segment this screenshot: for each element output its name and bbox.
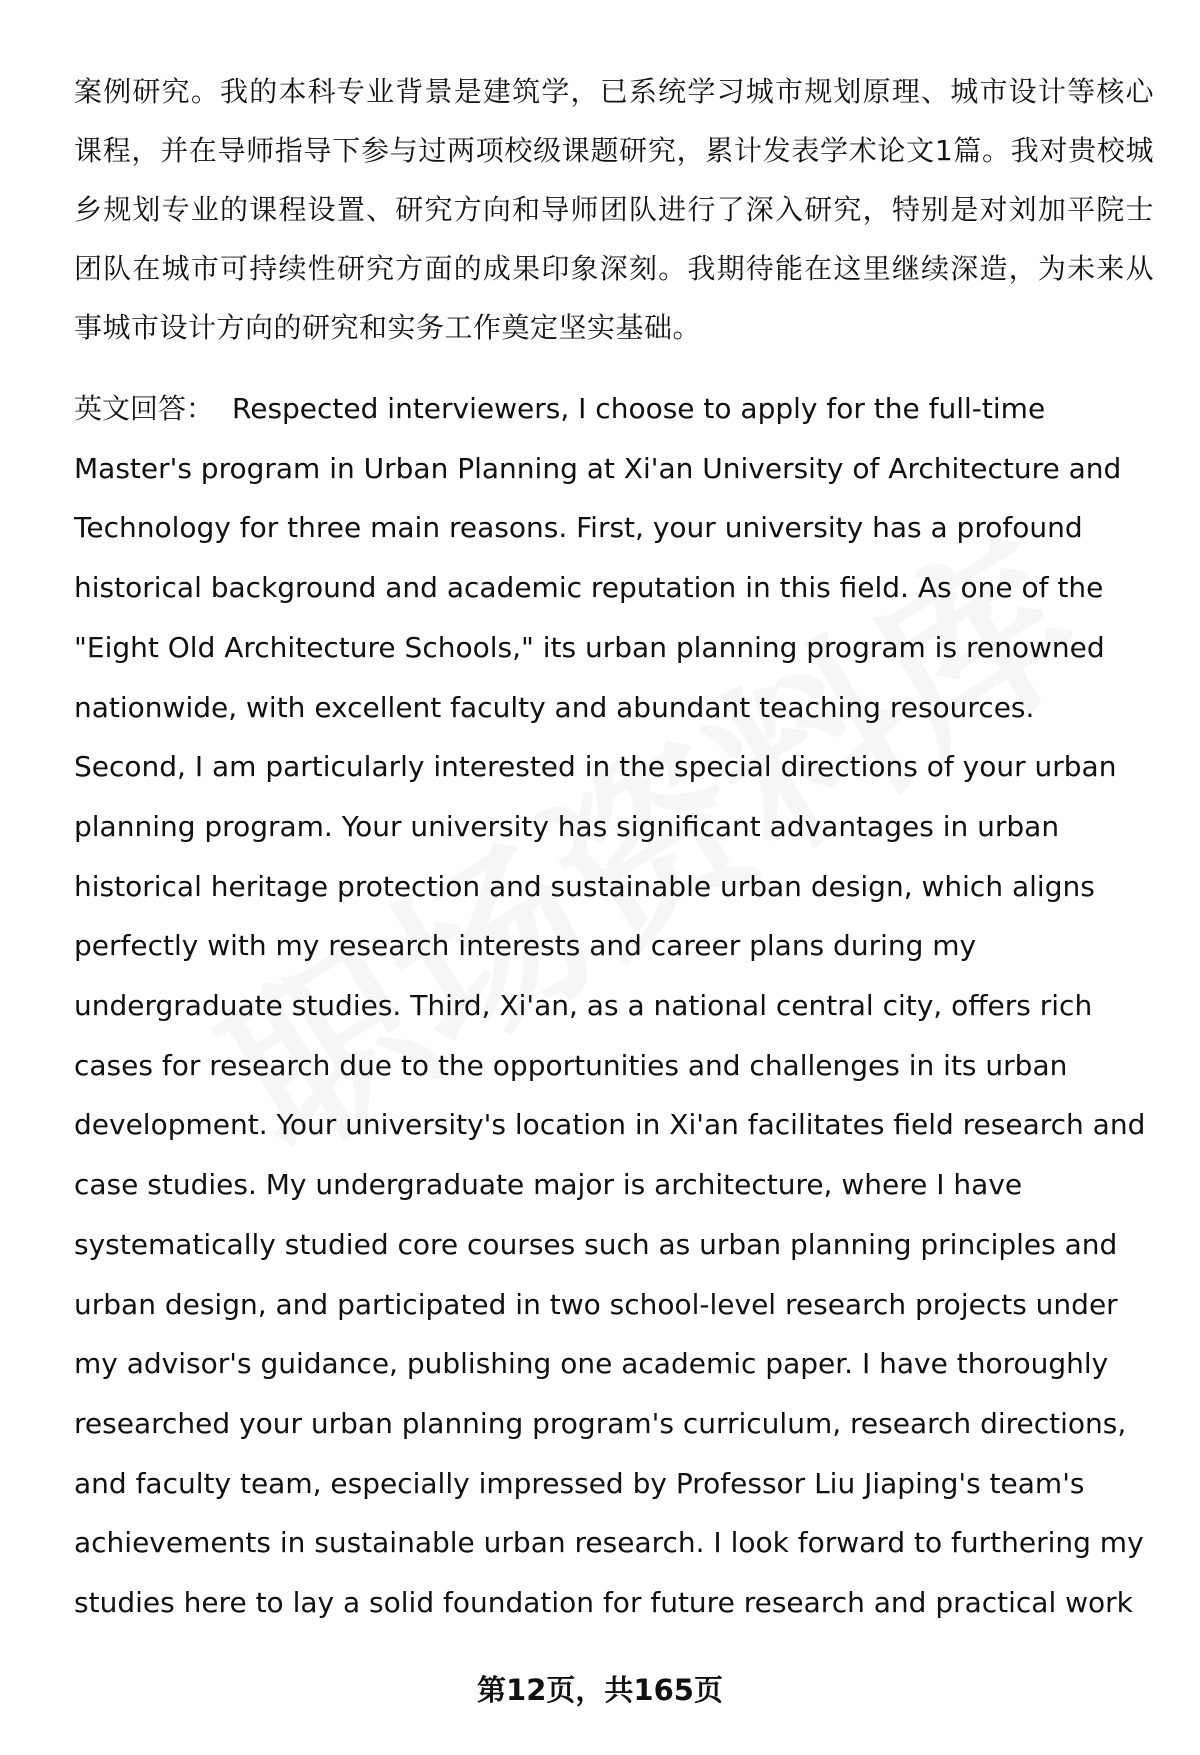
english-answer-text: Respected interviewers, I choose to apply for the full-time Master's program in Urban Planning at Xi'an University of Architecture and Technology for three main reasons. First, your university has a profound historical background and academic reputation in this field. As one of the "Eight Old Architecture Schools," its urban planning program is renowned nationwide, with excellent faculty and abundant teaching resources. Second, I am particularly interested in the special directions of your urban planning program. Your university has significant advantages in urban historical heritage protection and sustainable urban design, which aligns perfectly with my research interests and career plans during my undergraduate studies. Third, Xi'an, as a national central city, offers rich cases for research due to the opportunities and challenges in its urban development. Your university's location in Xi'an facilitates field research and case studies. My undergraduate major is architecture, where I have systematically studied core courses such as urban planning principles and urban design, and participated in two school-level research projects under my advisor's guidance, publishing one academic paper. I have thoroughly researched your urban planning program's curriculum, research directions, and faculty team, especially impressed by Professor Liu Jiaping's team's achievements in sustainable urban research. I look forward to furthering my studies here to lay a solid foundation for future research and practical work bbox=[74, 392, 1146, 1620]
english-answer-label: 英文回答： bbox=[74, 392, 215, 425]
document-body bbox=[74, 62, 1154, 1633]
page-number: 第12页，共165页 bbox=[477, 1673, 723, 1707]
chinese-paragraph: 案例研究。我的本科专业背景是建筑学，已系统学习城市规划原理、城市设计等核心课程，并在导师指导下参与过两项校级课题研究，累计发表学术论文1篇。我对贵校城乡规划专业的课程设置、研究方向和导师团队进行了深入研究，特别是对刘加平院士团队在城市可持续性研究方面的成果印象深刻。我期待能在这里继续深造，为未来从事城市设计方向的研究和实务工作奠定坚实基础。 bbox=[74, 75, 1154, 344]
english-answer bbox=[74, 379, 1154, 1633]
